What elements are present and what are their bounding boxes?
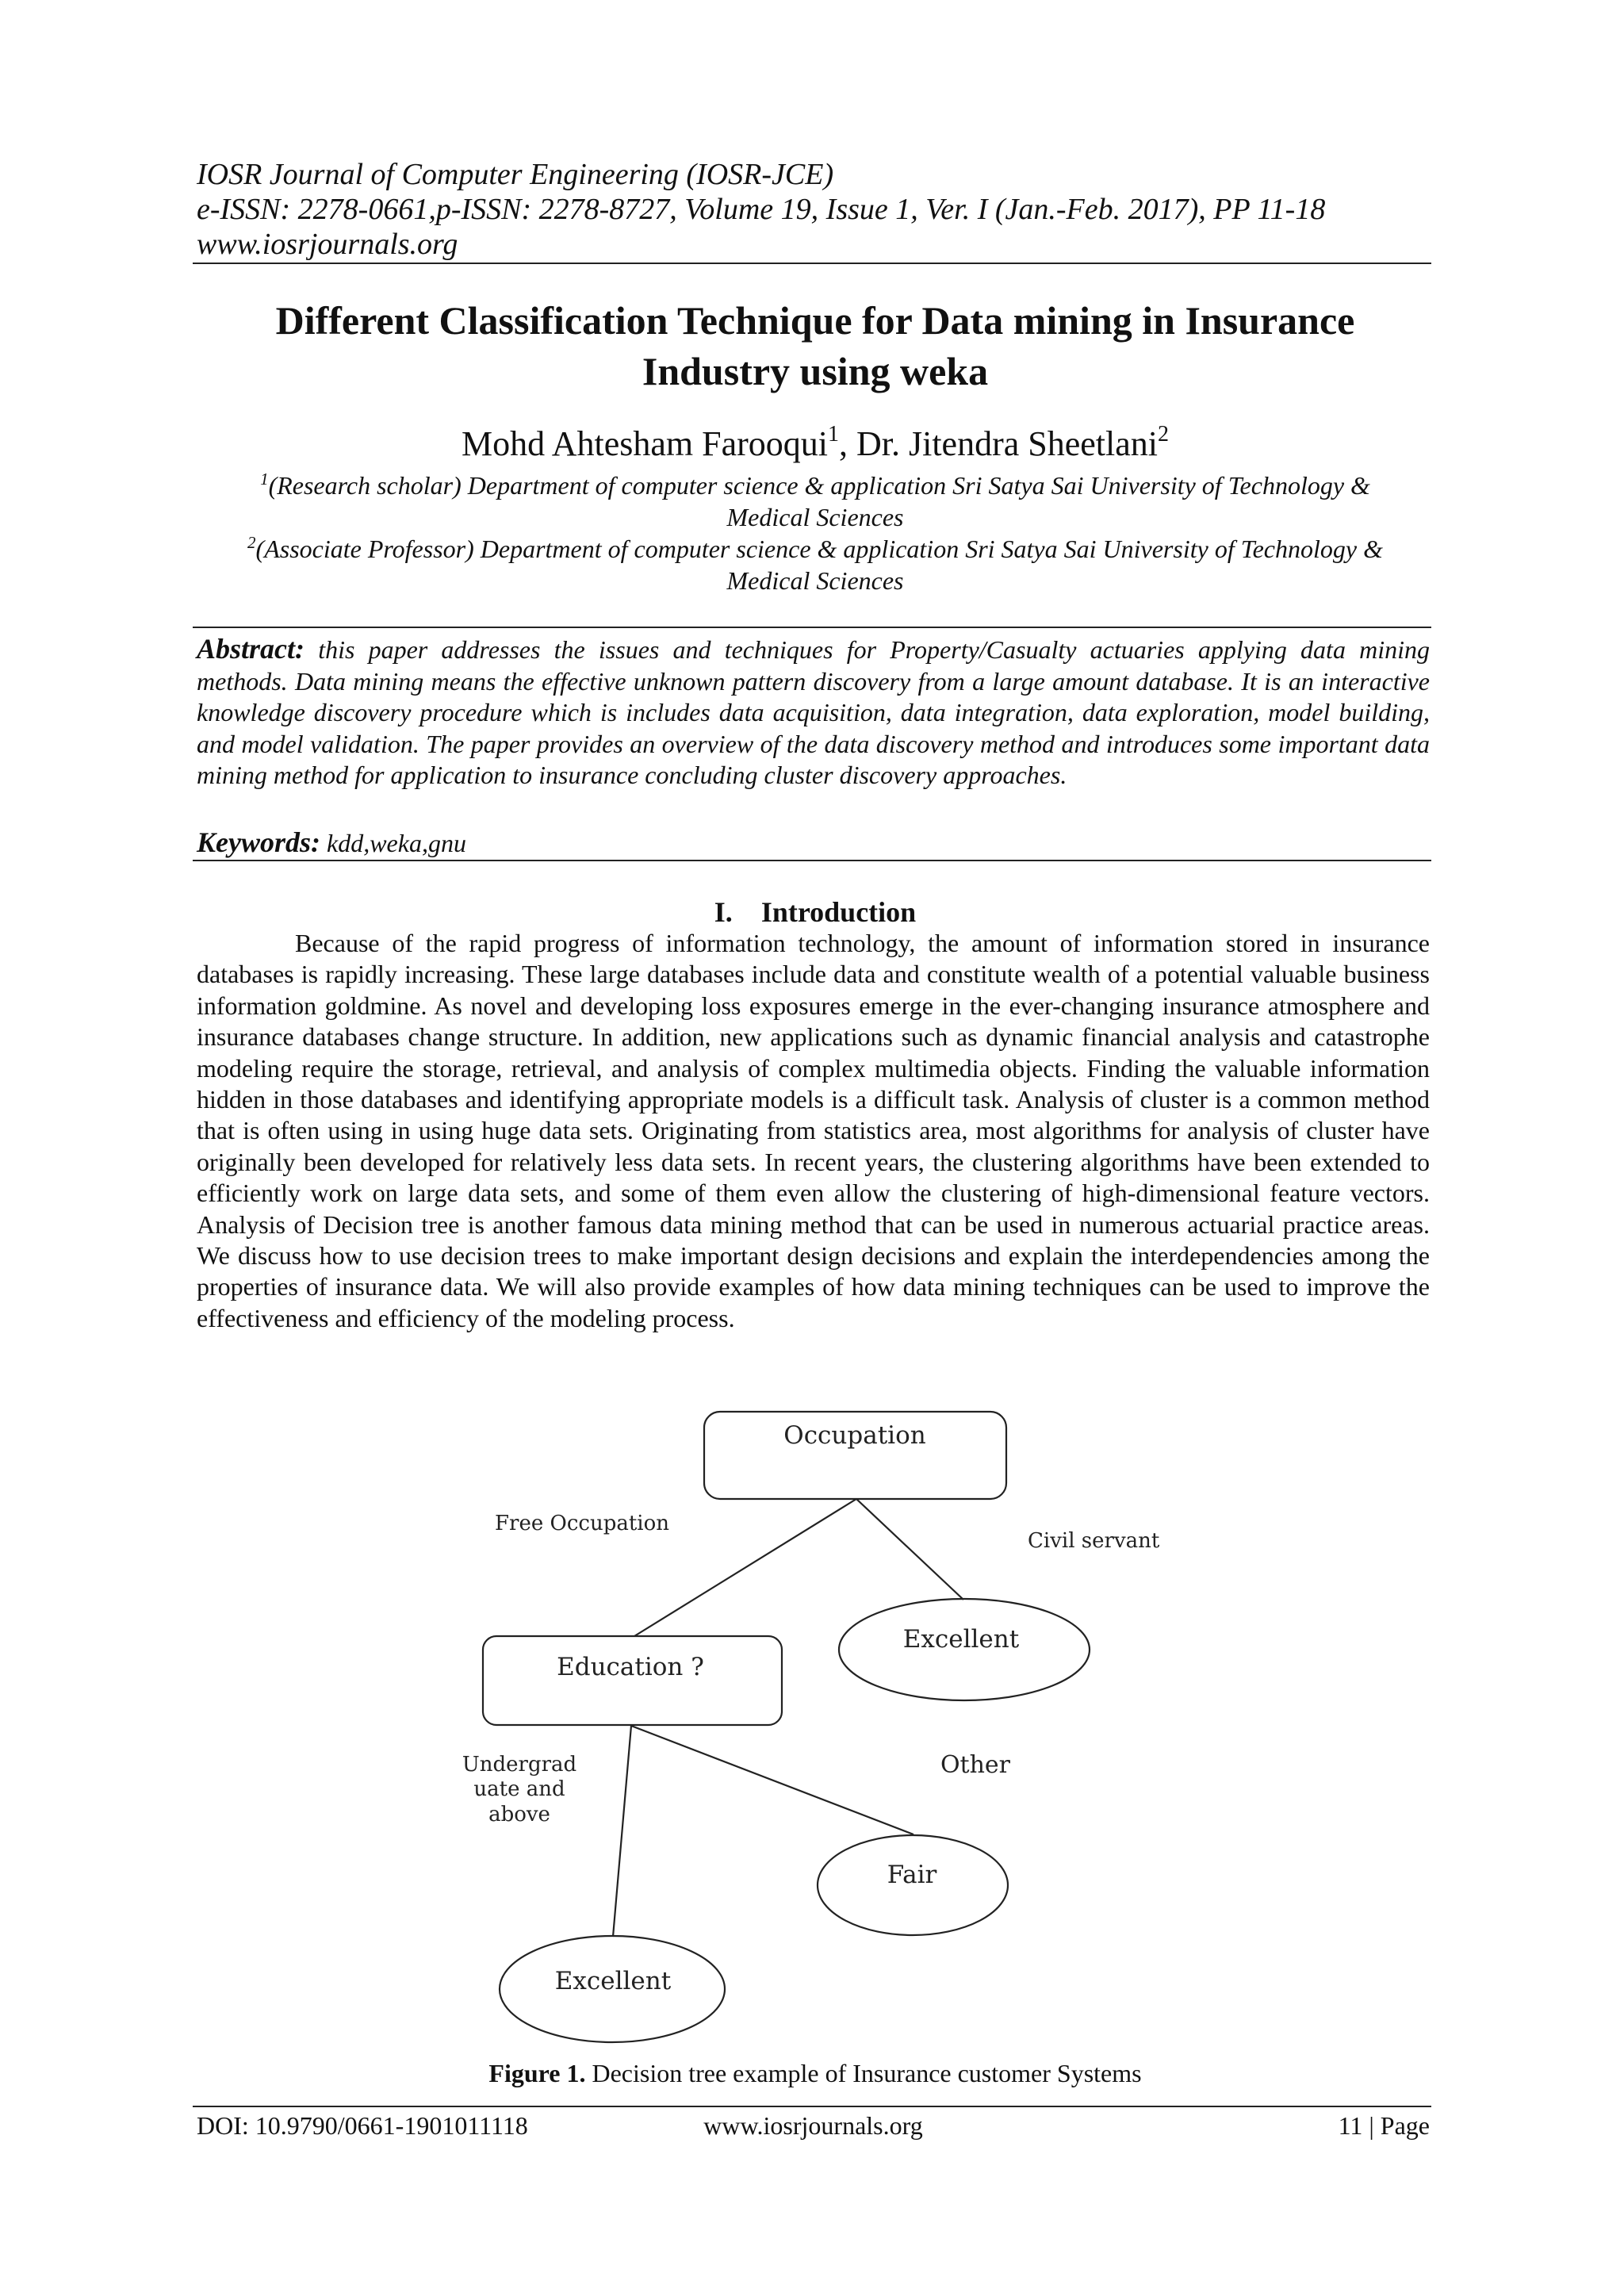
affiliation-1-line-1: (Research scholar) Department of computer science & application Sri Satya Sai University of Technology & (268, 471, 1370, 500)
header-rule (193, 263, 1431, 264)
author-1-affil-mark: 1 (827, 422, 839, 447)
journal-name: IOSR Journal of Computer Engineering (IOSR-JCE) (197, 158, 834, 191)
abstract-label: Abstract: (197, 633, 305, 665)
keywords (197, 826, 1430, 859)
decision-tree-figure (444, 1396, 1205, 2070)
author-2-affil-mark: 2 (1158, 422, 1169, 447)
page-footer (197, 2110, 1430, 2141)
node-occupation-label: Occupation (783, 1421, 926, 1450)
decision-tree-diagram (444, 1396, 1205, 2070)
author-list (197, 420, 1434, 468)
journal-website-link[interactable]: www.iosrjournals.org (197, 228, 458, 261)
figure-caption-text: Decision tree example of Insurance customer Systems (585, 2059, 1142, 2087)
node-fair-label: Fair (887, 1861, 937, 1889)
abstract-bottom-rule (193, 860, 1431, 861)
footer-doi: DOI: 10.9790/0661-1901011118 (197, 2111, 528, 2140)
footer-rule (193, 2106, 1431, 2107)
affiliation-1 (197, 470, 1434, 533)
paper-title (197, 295, 1434, 397)
edge-label-undergrad-1: Undergrad (462, 1753, 577, 1777)
abstract-top-rule (193, 627, 1431, 628)
node-excellent-top-label: Excellent (902, 1625, 1020, 1654)
edge-label-other: Other (940, 1751, 1011, 1779)
abstract (197, 634, 1430, 792)
footer-website-link[interactable]: www.iosrjournals.org (703, 2111, 923, 2140)
edge-other (631, 1726, 914, 1834)
affiliation-2 (197, 533, 1434, 596)
author-1: Mohd Ahtesham Farooqui (462, 424, 828, 463)
abstract-text: this paper addresses the issues and techniques for Property/Casualty actuaries applying data mining methods. Data mining means the effective unknown pattern discovery from a large amount database. It is an interactive knowledge discovery procedure which is includes data acquisition, data integration, data exploration, model building, and model validation. The paper provides an overview of the data discovery method and introduces some important data mining method for application to insurance concluding cluster discovery approaches. (197, 635, 1430, 789)
edge-label-undergrad-3: above (488, 1803, 550, 1826)
keywords-text: kdd,weka,gnu (320, 829, 466, 857)
figure-caption (197, 2057, 1434, 2089)
journal-header (197, 157, 1434, 262)
figure-caption-label: Figure 1. (488, 2059, 586, 2087)
affiliation-2-line-1: (Associate Professor) Department of computer science & application Sri Satya Sai University of Technology & (255, 535, 1383, 563)
footer-page-number: 11 | Page (1338, 2111, 1430, 2140)
affiliation-2-mark: 2 (247, 533, 256, 552)
author-2: Dr. Jitendra Sheetlani (856, 424, 1158, 463)
affiliation-1-line-2: Medical Sciences (726, 503, 904, 531)
author-separator: , (838, 424, 856, 463)
edge-label-undergrad-2: uate and (473, 1777, 565, 1801)
journal-issn: e-ISSN: 2278-0661,p-ISSN: 2278-8727, Volume 19, Issue 1, Ver. I (Jan.-Feb. 2017), PP 11-18 (197, 193, 1326, 226)
title-line-1: Different Classification Technique for Data mining in Insurance (275, 298, 1355, 343)
affiliation-2-line-2: Medical Sciences (726, 566, 904, 595)
node-education-label: Education ? (557, 1653, 704, 1681)
section-title: Introduction (760, 896, 917, 928)
introduction-paragraph: Because of the rapid progress of information technology, the amount of information stored in insurance databases is rapidly increasing. These large databases include data and constitute wealth of a potential valuable business information goldmine. As novel and developing loss exposures emerge in the ever-changing insurance atmosphere and insurance databases change structure. In addition, new applications such as dynamic financial analysis and catastrophe modeling require the storage, retrieval, and analysis of complex multimedia objects. Finding the valuable information hidden in those databases and identifying appropriate models is a difficult task. Analysis of cluster is a common method that is often using in using huge data sets. Originating from statistics area, most algorithms for analysis of cluster have originally been developed for relatively less data sets. In recent years, the clustering algorithms have been extended to efficiently work on large data sets, and some of them even allow the clustering of high-dimensional feature vectors. Analysis of Decision tree is another famous data mining method that can be used in numerous actuarial practice areas. We discuss how to use decision trees to make important design decisions and explain the interdependencies among the properties of insurance data. We will also provide examples of how data mining techniques can be used to improve the effectiveness and efficiency of the modeling process. (197, 929, 1430, 1332)
edge-civil-servant (856, 1499, 963, 1600)
keywords-label: Keywords: (197, 826, 320, 858)
section-heading (197, 895, 1434, 930)
title-line-2: Industry using weka (642, 349, 989, 393)
section-number: I. (714, 896, 733, 928)
edge-label-free-occupation: Free Occupation (495, 1512, 669, 1535)
edge-undergrad (613, 1726, 631, 1937)
affiliation-1-mark: 1 (260, 470, 269, 489)
edge-label-civil-servant: Civil servant (1028, 1529, 1160, 1553)
node-excellent-bottom-label: Excellent (554, 1967, 672, 1995)
